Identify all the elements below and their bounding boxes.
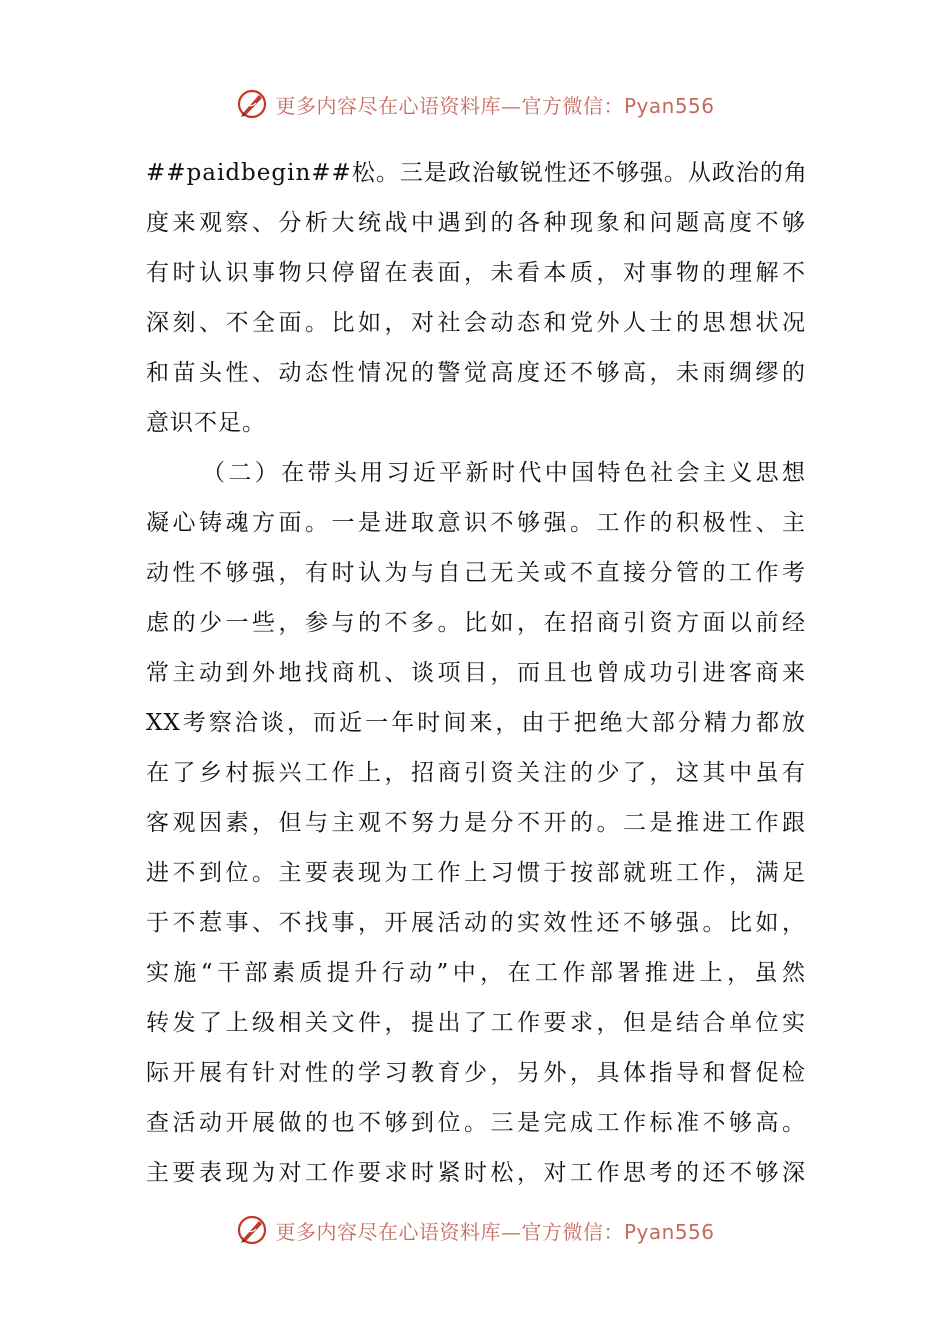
banner-text: [275, 1216, 714, 1245]
body-line: 意识不足。: [146, 410, 266, 436]
footer-banner: [0, 1210, 950, 1250]
body-line: 虑的少一些，参与的不多。比如，在招商引资方面以前经: [146, 610, 806, 636]
body-line: 于不惹事、不找事，开展活动的实效性还不够强。比如，: [146, 910, 806, 936]
banner-dash: —: [500, 1219, 522, 1244]
body-line: 转发了上级相关文件，提出了工作要求，但是结合单位实: [146, 1010, 806, 1036]
body-line: 深刻、不全面。比如，对社会动态和党外人士的思想状况: [146, 310, 806, 336]
body-line: 客观因素，但与主观不努力是分不开的。二是推进工作跟: [146, 810, 806, 836]
banner-main: 更多内容尽在心语资料库: [275, 93, 501, 118]
pen-logo-icon: [235, 1213, 269, 1247]
banner-dash: —: [500, 93, 522, 118]
body-line: 和苗头性、动态性情况的警觉高度还不够高，未雨绸缪的: [146, 360, 806, 386]
section-heading-line: （二）在带头用习近平新时代中国特色社会主义思想: [202, 460, 806, 486]
header-banner: [0, 84, 950, 124]
document-body: [146, 148, 806, 1198]
body-line: XX考察洽谈，而近一年时间来，由于把绝大部分精力都放: [146, 710, 806, 736]
body-line: 查活动开展做的也不够到位。三是完成工作标准不够高。: [146, 1110, 806, 1136]
banner-label: 官方微信：: [521, 93, 624, 118]
body-line: 度来观察、分析大统战中遇到的各种现象和问题高度不够: [146, 210, 806, 236]
banner-main: 更多内容尽在心语资料库: [275, 1219, 501, 1244]
banner-id: Pyan556: [623, 93, 715, 118]
banner-text: [275, 90, 714, 119]
body-line: 进不到位。主要表现为工作上习惯于按部就班工作，满足: [146, 860, 806, 886]
pen-logo-icon: [235, 87, 269, 121]
body-line: 动性不够强，有时认为与自己无关或不直接分管的工作考: [146, 560, 806, 586]
body-line: ##paidbegin##松。三是政治敏锐性还不够强。从政治的角: [146, 160, 808, 186]
body-line: 有时认识事物只停留在表面，未看本质，对事物的理解不: [146, 260, 806, 286]
body-line: 在了乡村振兴工作上，招商引资关注的少了，这其中虽有: [146, 760, 806, 786]
body-line: 常主动到外地找商机、谈项目，而且也曾成功引进客商来: [146, 660, 806, 686]
body-line: 凝心铸魂方面。一是进取意识不够强。工作的积极性、主: [146, 510, 806, 536]
body-line: 主要表现为对工作要求时紧时松，对工作思考的还不够深: [146, 1160, 806, 1186]
body-line: 际开展有针对性的学习教育少，另外，具体指导和督促检: [146, 1060, 806, 1086]
body-line: 实施“干部素质提升行动”中，在工作部署推进上，虽然: [146, 960, 806, 986]
banner-label: 官方微信：: [521, 1219, 624, 1244]
banner-id: Pyan556: [623, 1219, 715, 1244]
